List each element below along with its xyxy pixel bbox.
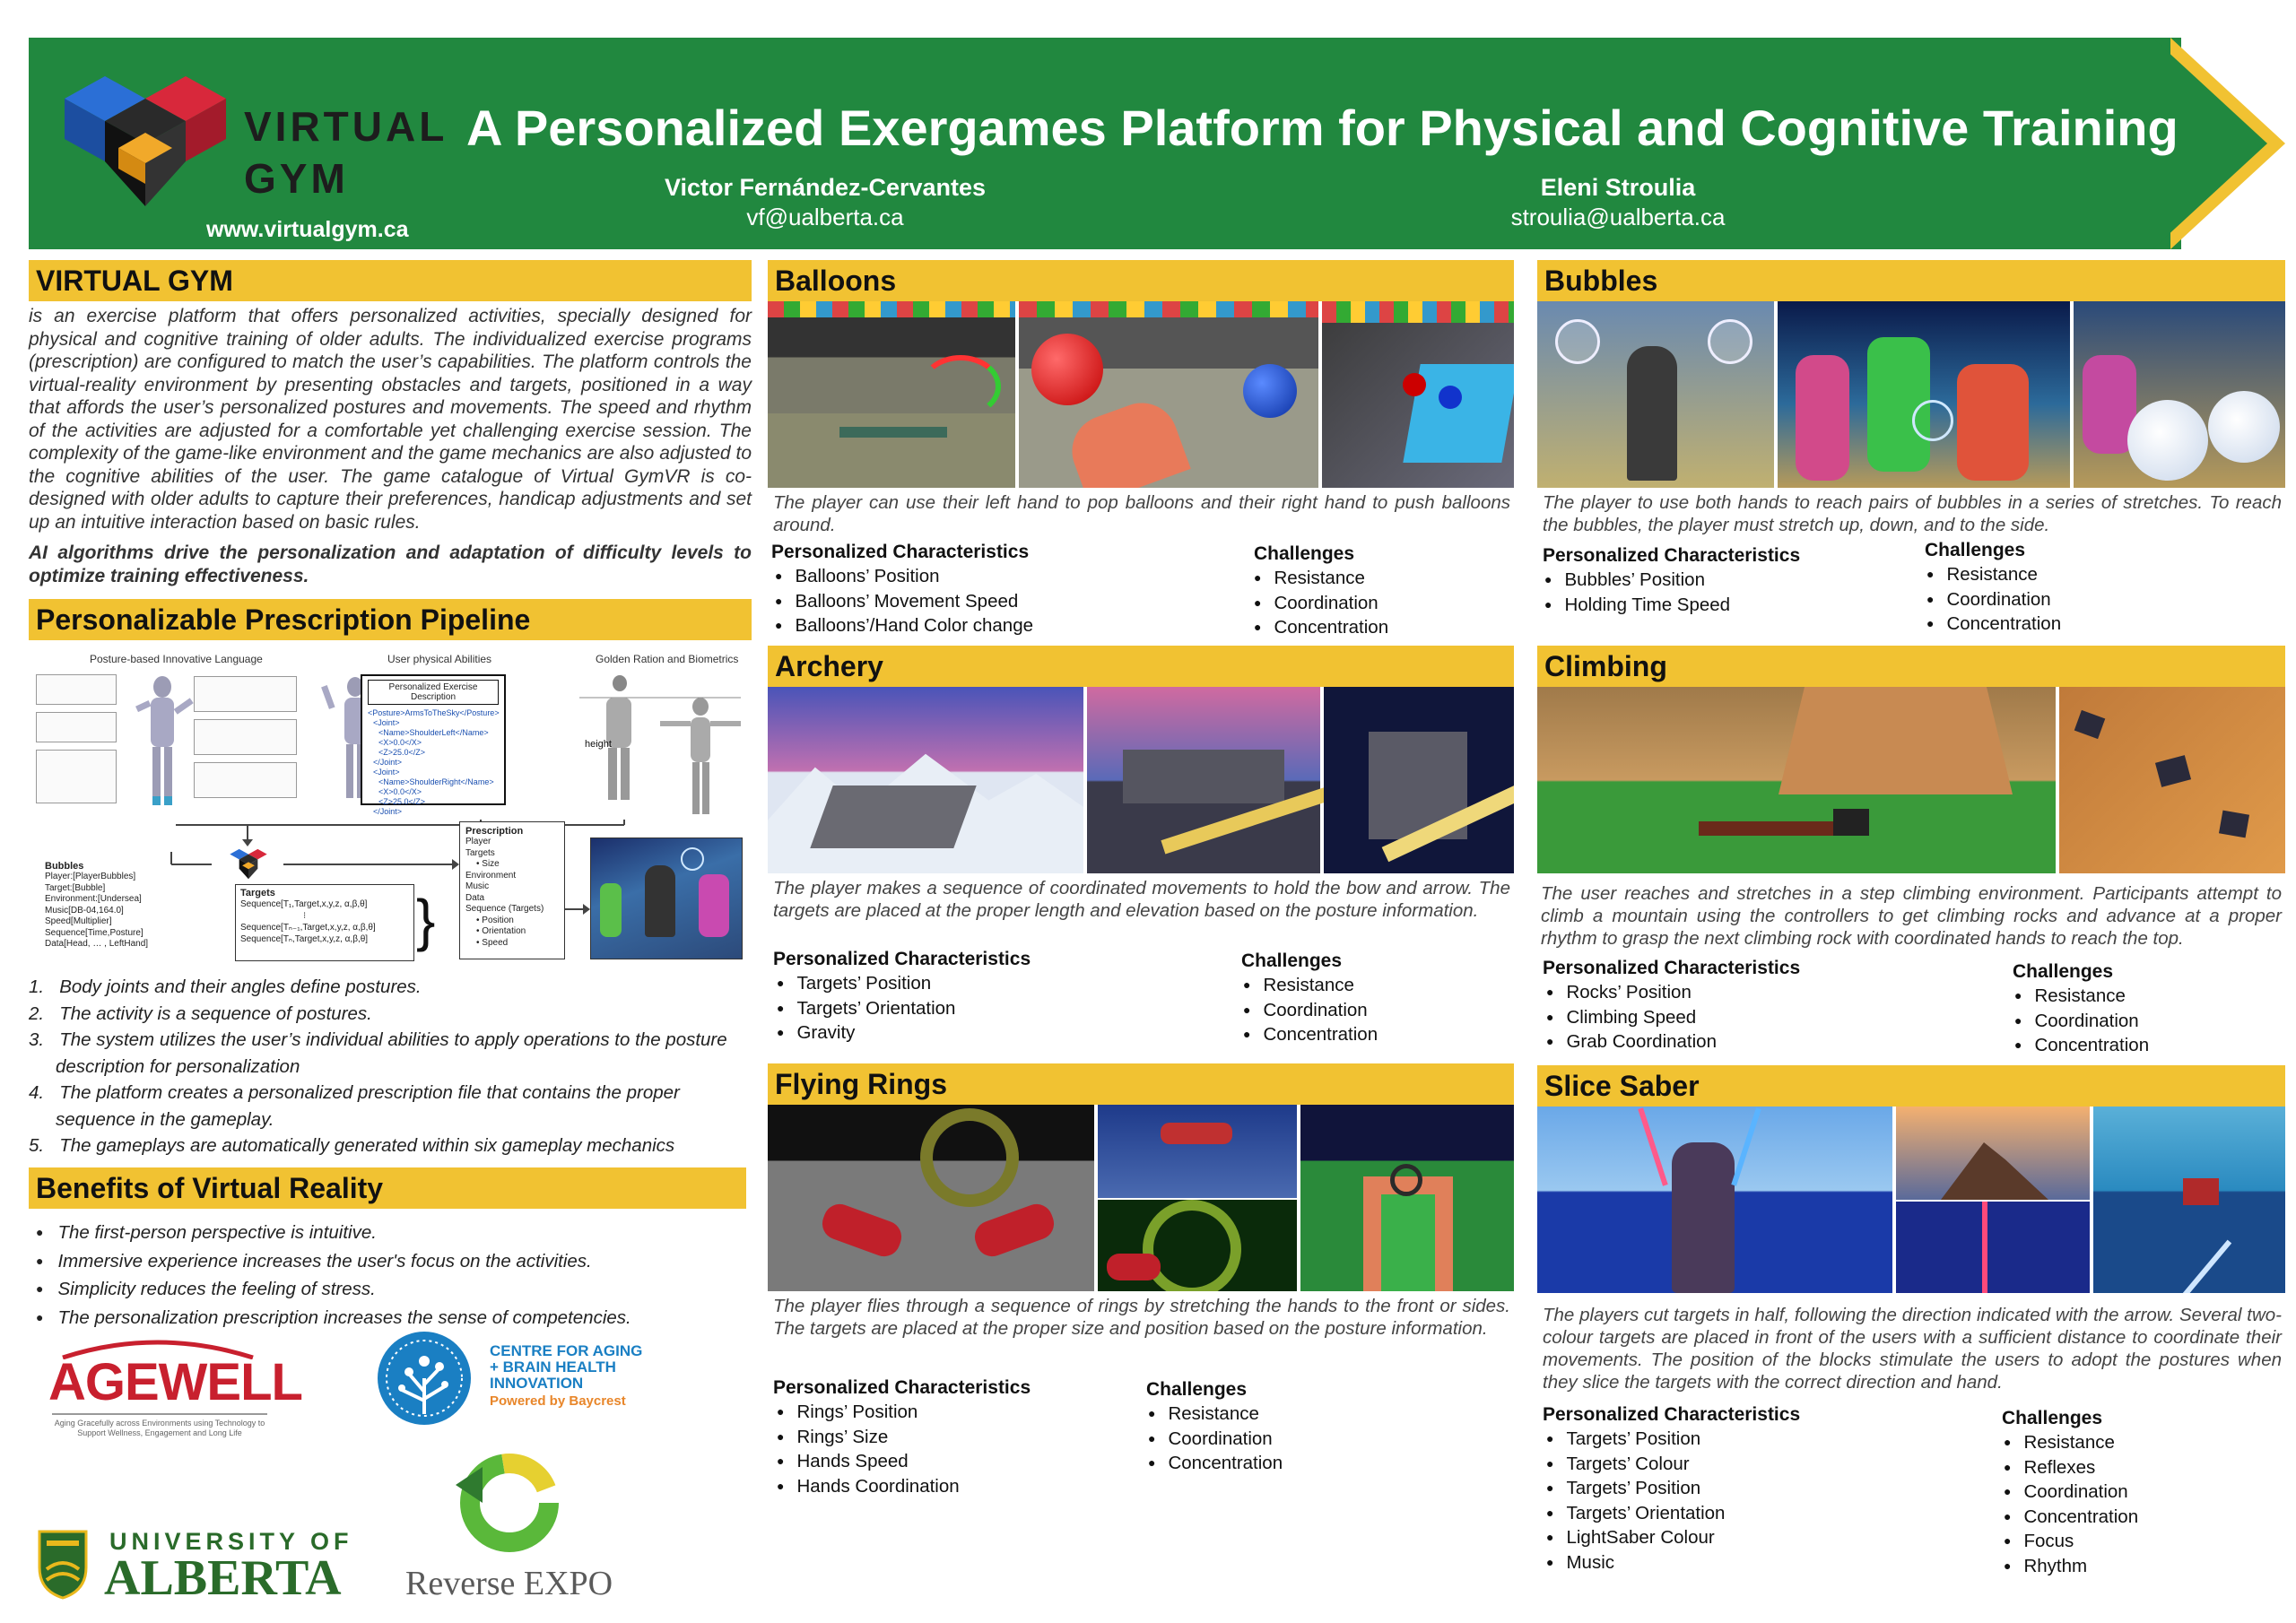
bubbles-screenshot-thumb — [590, 838, 743, 959]
prescription-line: Data — [465, 892, 485, 903]
saber-ch-list — [2004, 1431, 2138, 1579]
challenge-item: ● Resistance — [2014, 985, 2149, 1010]
diagram-label-user-abilities: User physical Abilities — [387, 653, 492, 665]
pipeline-step: 1. Body joints and their angles define postures. — [29, 976, 422, 997]
ualberta-logo — [36, 1524, 359, 1605]
rings-shot-2 — [1098, 1105, 1297, 1198]
targets-box — [235, 884, 414, 961]
challenge-item: ● Resistance — [1926, 563, 2061, 588]
prescription-line: Environment — [465, 870, 517, 881]
targets-line: Sequence[T₁,Target,x,y,z, α,β,θ] — [240, 899, 368, 909]
ualberta-crest-icon — [36, 1528, 90, 1600]
pipeline-step: 3. The system utilizes the user’s individual abilities to apply operations to the posture description for personalization — [29, 1029, 727, 1077]
climbing-caption: The user reaches and stretches in a step climbing environment. Participants attempt to climb a mountain using the controllers to get climbing rocks and advance at a proper rhythm to grasp the next climbing rock with coordinated hands to reach the top. — [1541, 883, 2282, 949]
challenge-item: ● Coordination — [1254, 592, 1388, 617]
balloons-caption: The player can use their left hand to pop balloons and their right hand to push balloons around. — [773, 492, 1510, 535]
climbing-pc-title: Personalized Characteristics — [1543, 958, 1801, 978]
benefit-item: ● The personalization prescription increases the sense of competencies. — [36, 1305, 744, 1333]
challenge-item: ● Reflexes — [2004, 1456, 2138, 1481]
characteristic-item: ● Music — [1546, 1551, 1725, 1576]
intro-heading: VIRTUAL GYM — [29, 260, 752, 301]
bubbles-config-line: Player:[PlayerBubbles] — [45, 872, 136, 881]
poster-title: A Personalized Exergames Platform for Physical and Cognitive Training — [466, 100, 2179, 156]
rings-pc-list — [777, 1401, 960, 1499]
saber-shot-1 — [1537, 1107, 1892, 1293]
saber-screenshots — [1537, 1107, 2285, 1293]
ped-line: <X>0.0</X> — [378, 738, 422, 747]
caabhi-line-2: + BRAIN HEALTH — [490, 1358, 616, 1376]
bubbles-config-line: Music[DB-04,164.0] — [45, 905, 124, 916]
bubbles-config-line: Environment:[Undersea] — [45, 894, 142, 904]
challenge-item: ● Resistance — [1243, 974, 1378, 999]
challenge-item: ● Resistance — [1254, 567, 1388, 592]
characteristic-item: ● Balloons’ Movement Speed — [775, 590, 1033, 615]
pipeline-step: 2. The activity is a sequence of postures. — [29, 1002, 372, 1024]
targets-brace: } — [416, 888, 436, 952]
characteristic-item: ● Climbing Speed — [1546, 1006, 1717, 1031]
ped-line: <Z>25.0</Z> — [378, 797, 426, 806]
ped-line: <Joint> — [373, 718, 400, 727]
pipeline-heading: Personalizable Prescription Pipeline — [29, 599, 752, 640]
climbing-pc-list — [1546, 981, 1717, 1055]
archery-ch-title: Challenges — [1241, 950, 1343, 971]
caabhi-line-1: CENTRE FOR AGING — [490, 1342, 643, 1359]
archery-heading: Archery — [768, 646, 1514, 687]
characteristic-item: ● LightSaber Colour — [1546, 1526, 1725, 1551]
targets-line: Sequence[Tₙ₋₁,Target,x,y,z, α,β,θ] — [240, 923, 376, 933]
balloons-ch-list — [1254, 567, 1388, 641]
ped-line: <Name>ShoulderLeft</Name> — [378, 728, 489, 737]
climbing-heading: Climbing — [1537, 646, 2285, 687]
challenge-item: ● Resistance — [2004, 1431, 2138, 1456]
intro-body: is an exercise platform that offers personalized activities, specially designed for physical and cognitive training of older adults. The individualized exercise programs (prescription) are configured to match the user’s capabilities. The platform controls the virtual-reality environment by presenting obstacles and targets, positioned in a way that affords the user’s personalized postures and movements. The speed and rhythm of the activities are adjusted for a comfortable yet challenging exercise session. The complexity of the game-like environment and the game mechanics are also adjusted to the cognitive abilities of the user. The game catalogue of Virtual GymVR is co-designed with older adults to capture their preferences, handicap adjustments and set up an intuitive interaction based on basic rules. — [29, 306, 752, 533]
ped-line: <Z>25.0</Z> — [378, 748, 426, 757]
challenge-item: ● Coordination — [2014, 1010, 2149, 1035]
agewell-wordmark: AGEWELL — [48, 1353, 302, 1411]
bubbles-screenshots — [1537, 301, 2285, 488]
challenge-item: ● Coordination — [1148, 1428, 1283, 1453]
prescription-line: • Size — [476, 859, 500, 869]
characteristic-item: ● Rocks’ Position — [1546, 981, 1717, 1006]
characteristic-item: ● Bubbles’ Position — [1544, 568, 1730, 594]
challenge-item: ● Coordination — [2004, 1480, 2138, 1506]
height-label: height — [585, 739, 612, 750]
rings-ch-list — [1148, 1402, 1283, 1477]
rings-caption: The player flies through a sequence of rings by stretching the hands to the front or sides. The targets are placed at the proper size and position based on the posture information. — [773, 1296, 1510, 1339]
bubbles-config-line: Target:[Bubble] — [45, 882, 106, 893]
targets-line: ⁝ — [303, 911, 307, 921]
prescription-line: Player — [465, 837, 491, 846]
prescription-title: Prescription — [465, 826, 524, 837]
characteristic-item: ● Grab Coordination — [1546, 1030, 1717, 1055]
archery-caption: The player makes a sequence of coordinated movements to hold the bow and arrow. The targets are placed at the proper length and elevation based on the posture information. — [773, 878, 1510, 921]
characteristic-item: ● Gravity — [777, 1021, 955, 1046]
benefits-heading: Benefits of Virtual Reality — [29, 1167, 746, 1209]
characteristic-item: ● Targets’ Colour — [1546, 1453, 1725, 1478]
bubbles-shot-3 — [2074, 301, 2285, 488]
ped-line: <Joint> — [373, 768, 400, 777]
ualberta-line-1: UNIVERSITY OF — [109, 1528, 353, 1555]
saber-shot-3 — [1896, 1202, 2090, 1293]
climbing-shot-2 — [2059, 687, 2285, 873]
challenge-item: ● Concentration — [1254, 616, 1388, 641]
author-name: Victor Fernández-Cervantes — [664, 174, 987, 201]
bubbles-heading: Bubbles — [1537, 260, 2285, 301]
benefits-list — [36, 1219, 744, 1332]
characteristic-item: ● Balloons’/Hand Color change — [775, 614, 1033, 639]
challenge-item: ● Focus — [2004, 1530, 2138, 1555]
archery-screenshots — [768, 687, 1514, 873]
prescription-line: Music — [465, 881, 490, 891]
saber-pc-list — [1546, 1428, 1725, 1575]
targets-title: Targets — [240, 888, 275, 898]
challenge-item: ● Concentration — [1926, 612, 2061, 638]
brain-tree-icon — [375, 1329, 474, 1428]
ped-line: <Posture>ArmsToTheSky</Posture> — [368, 708, 500, 717]
characteristic-item: ● Hands Coordination — [777, 1475, 960, 1500]
climbing-ch-list — [2014, 985, 2149, 1059]
saber-shot-2 — [1896, 1107, 2090, 1200]
bubbles-shot-1 — [1537, 301, 1774, 488]
prescription-box — [459, 821, 565, 959]
rings-pc-title: Personalized Characteristics — [773, 1377, 1031, 1398]
author-2 — [1394, 174, 1842, 231]
ped-line: </Joint> — [373, 758, 403, 767]
pipeline-diagram — [32, 649, 750, 963]
challenge-item: ● Concentration — [2014, 1034, 2149, 1059]
bubbles-ch-list — [1926, 563, 2061, 638]
bubbles-ch-title: Challenges — [1925, 540, 2026, 560]
ualberta-line-2: ALBERTA — [104, 1550, 342, 1606]
bubbles-config-line: Sequence[Time,Posture] — [45, 927, 144, 938]
archery-pc-list — [777, 972, 955, 1046]
ped-line: <X>0.0</X> — [378, 787, 422, 796]
climbing-ch-title: Challenges — [2013, 961, 2114, 982]
ped-line: <Name>ShoulderRight</Name> — [378, 777, 494, 786]
rings-shot-4 — [1300, 1105, 1514, 1291]
agewell-tagline: Aging Gracefully across Environments using Technology to Support Wellness, Engagement and Long Life — [54, 1419, 265, 1437]
climbing-shot-1 — [1537, 687, 2056, 873]
author-email[interactable]: vf@ualberta.ca — [746, 204, 904, 230]
characteristic-item: ● Targets’ Position — [1546, 1428, 1725, 1453]
prescription-line: • Orientation — [476, 926, 526, 936]
balloons-shot-2 — [1019, 301, 1318, 488]
virtual-gym-logo-icon — [56, 63, 235, 215]
author-1 — [601, 174, 1049, 231]
website-link[interactable]: www.virtualgym.ca — [206, 217, 409, 242]
bubbles-caption: The player to use both hands to reach pairs of bubbles in a series of stretches. To reach the bubbles, the player must stretch up, down, and to the side. — [1543, 492, 2282, 535]
challenge-item: ● Rhythm — [2004, 1555, 2138, 1580]
prescription-line: Sequence (Targets) — [465, 904, 544, 914]
bubbles-config-line: Data[Head, … , LeftHand] — [45, 939, 149, 949]
logo-wordmark — [244, 100, 448, 204]
bubbles-shot-2 — [1778, 301, 2070, 488]
ai-note: AI algorithms drive the personalization and adaptation of difficulty levels to optimize training effectiveness. — [29, 542, 752, 586]
characteristic-item: ● Targets’ Position — [777, 972, 955, 997]
climbing-screenshots — [1537, 687, 2285, 873]
bubbles-config-line: Speed[Multiplier] — [45, 916, 112, 926]
targets-line: Sequence[Tₙ,Target,x,y,z, α,β,θ] — [240, 934, 369, 944]
balloons-screenshots — [768, 301, 1514, 488]
small-logo-icon — [228, 843, 269, 884]
characteristic-item: ● Targets’ Orientation — [1546, 1502, 1725, 1527]
balloons-pc-title: Personalized Characteristics — [771, 542, 1030, 562]
balloons-shot-1 — [768, 301, 1015, 488]
reverse-expo-logo — [405, 1449, 621, 1610]
challenge-item: ● Concentration — [1148, 1452, 1283, 1477]
saber-ch-title: Challenges — [2002, 1408, 2103, 1428]
challenge-item: ● Coordination — [1926, 588, 2061, 613]
rings-heading: Flying Rings — [768, 1063, 1514, 1105]
archery-shot-3 — [1324, 687, 1514, 873]
rings-screenshots — [768, 1105, 1514, 1291]
rings-shot-1 — [768, 1105, 1094, 1291]
saber-heading: Slice Saber — [1537, 1065, 2285, 1107]
balloons-ch-title: Challenges — [1254, 543, 1355, 564]
archery-ch-list — [1243, 974, 1378, 1048]
reverse-arrow-icon — [447, 1449, 572, 1557]
archery-shot-1 — [768, 687, 1083, 873]
prescription-line: • Speed — [476, 937, 509, 948]
characteristic-item: ● Balloons’ Position — [775, 565, 1033, 590]
benefit-item: ● Immersive experience increases the user's focus on the activities. — [36, 1248, 744, 1277]
pipeline-step: 4. The platform creates a personalized prescription file that contains the proper sequence in the gameplay. — [29, 1082, 680, 1130]
characteristic-item: ● Rings’ Position — [777, 1401, 960, 1426]
characteristic-item: ● Targets’ Orientation — [777, 997, 955, 1022]
ped-title: Personalized Exercise Description — [368, 680, 499, 705]
benefit-item: ● Simplicity reduces the feeling of stress. — [36, 1276, 744, 1305]
bubbles-config-title: Bubbles — [45, 861, 84, 872]
bubbles-pc-list — [1544, 568, 1730, 618]
characteristic-item: ● Hands Speed — [777, 1450, 960, 1475]
saber-shot-4 — [2093, 1107, 2285, 1293]
characteristic-item: ● Rings’ Size — [777, 1426, 960, 1451]
characteristic-item: ● Targets’ Position — [1546, 1477, 1725, 1502]
challenge-item: ● Coordination — [1243, 999, 1378, 1024]
caabhi-line-3: INNOVATION — [490, 1375, 584, 1392]
characteristic-item: ● Holding Time Speed — [1544, 594, 1730, 619]
benefit-item: ● The first-person perspective is intuitive. — [36, 1219, 744, 1248]
archery-pc-title: Personalized Characteristics — [773, 949, 1031, 969]
logo-word-gym: GYM — [244, 155, 349, 202]
balloons-heading: Balloons — [768, 260, 1514, 301]
bubbles-config — [45, 861, 197, 950]
challenge-item: ● Resistance — [1148, 1402, 1283, 1428]
caabhi-logo — [375, 1329, 644, 1428]
challenge-item: ● Concentration — [2004, 1506, 2138, 1531]
rings-shot-3 — [1098, 1200, 1297, 1291]
bubbles-pc-title: Personalized Characteristics — [1543, 545, 1801, 566]
prescription-line: • Position — [476, 915, 514, 925]
pipeline-step: 5. The gameplays are automatically generated within six gameplay mechanics — [29, 1135, 675, 1156]
diagram-label-golden-ratio: Golden Ration and Biometrics — [596, 653, 739, 665]
reverse-expo-wordmark: Reverse EXPO — [405, 1565, 613, 1602]
pipeline-steps — [29, 974, 737, 1159]
rings-ch-title: Challenges — [1146, 1379, 1248, 1400]
saber-caption: The players cut targets in half, following the direction indicated with the arrow. Several two-colour targets are placed in front of the users with a sufficient distance to coordinate their movements. The position of the blocks stimulate the users to adopt the postures when they slice the targets with the correct direction and hand. — [1543, 1305, 2282, 1393]
diagram-label-posture-language: Posture-based Innovative Language — [90, 653, 263, 665]
prescription-line: Targets — [465, 847, 495, 858]
agewell-logo — [45, 1332, 302, 1440]
ped-line: </Joint> — [373, 807, 403, 816]
author-name: Eleni Stroulia — [1540, 174, 1696, 201]
author-email[interactable]: stroulia@ualberta.ca — [1510, 204, 1726, 230]
saber-pc-title: Personalized Characteristics — [1543, 1404, 1801, 1425]
archery-shot-2 — [1087, 687, 1320, 873]
challenge-item: ● Concentration — [1243, 1023, 1378, 1048]
balloons-pc-list — [775, 565, 1033, 639]
balloons-shot-3 — [1322, 301, 1514, 488]
caabhi-line-4: Powered by Baycrest — [490, 1393, 626, 1409]
logo-word-virtual: VIRTUAL — [244, 103, 448, 150]
